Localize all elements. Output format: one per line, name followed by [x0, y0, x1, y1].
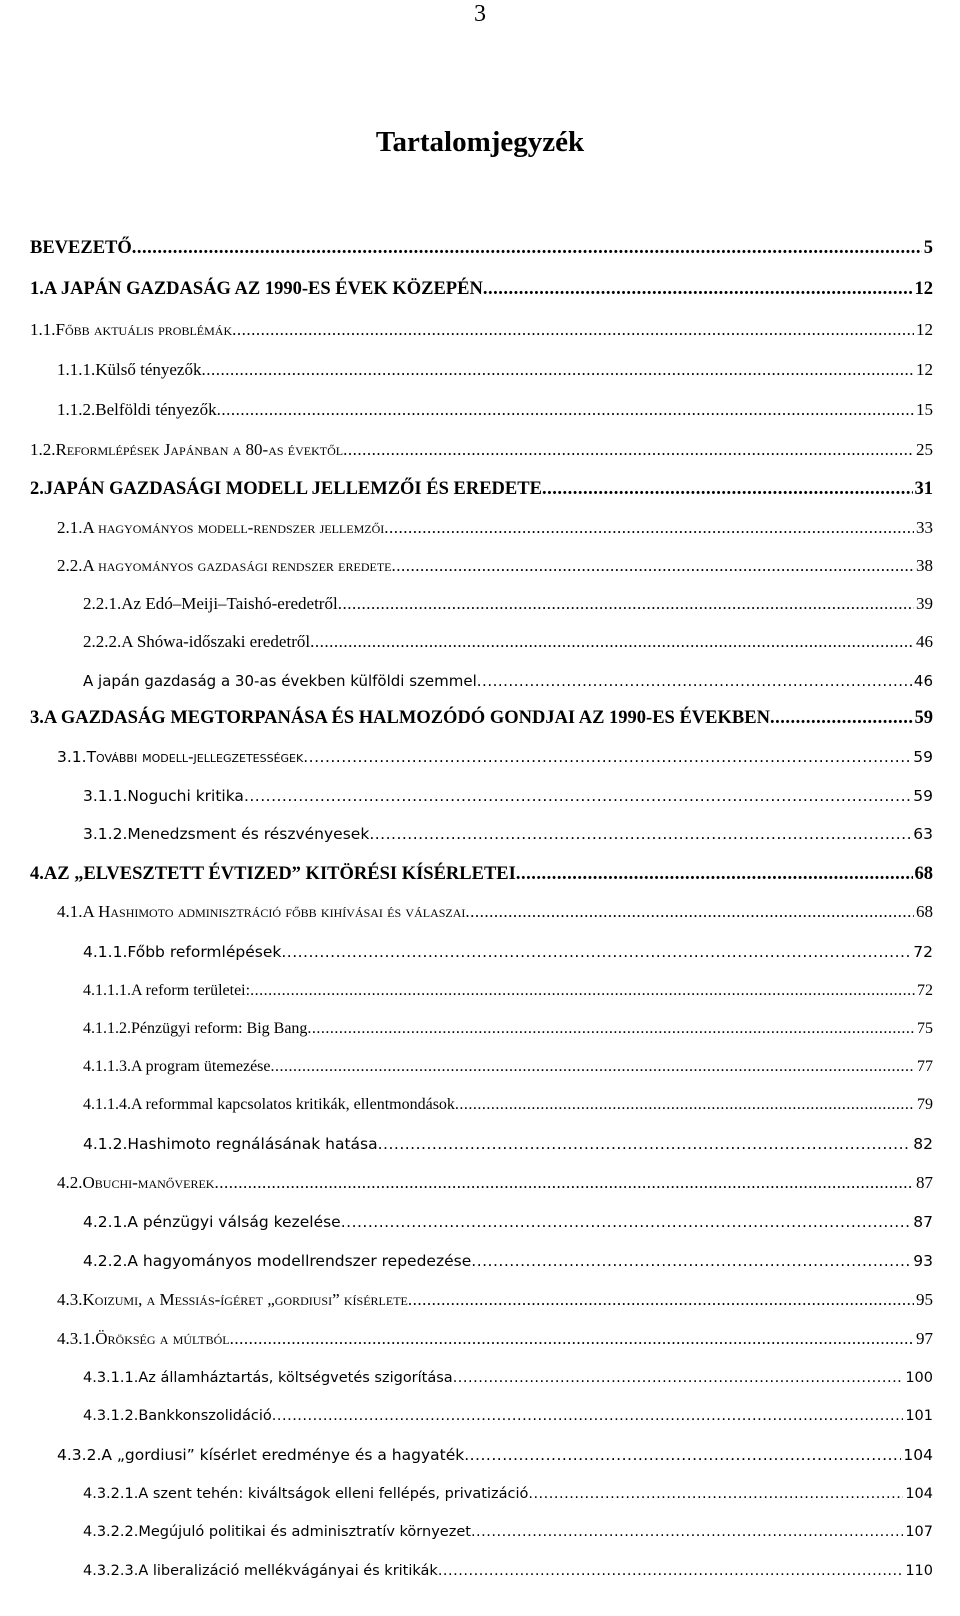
toc-entry[interactable] [83, 784, 933, 808]
toc-entry[interactable] [57, 1327, 933, 1351]
toc-entry-label: Noguchi kritika [127, 787, 244, 805]
toc-leader-dots [455, 1093, 915, 1117]
toc-leader-dots [453, 1366, 904, 1390]
toc-leader-dots [464, 1443, 901, 1467]
toc-entry-page: 59 [913, 748, 933, 766]
toc-entry[interactable] [57, 398, 933, 422]
toc-entry-label: Főbb reformlépések [127, 943, 282, 961]
toc-entry-label: Belföldi tényezők [95, 400, 217, 419]
toc-entry-label: Az államháztartás, költségvetés szigorítása [138, 1370, 453, 1386]
toc-entry-label: A hagyományos modell-rendszer jellemzői [82, 518, 385, 537]
toc-leader-dots [542, 477, 913, 501]
toc-entry-number: 2.1. [57, 518, 83, 537]
toc-entry-label: További modell-jellegzetességek [86, 748, 304, 766]
toc-entry-label: A GAZDASÁG MEGTORPANÁSA ÉS HALMOZÓDÓ GONDJAI AZ 1990-ES ÉVEKBEN [43, 708, 770, 728]
toc-entry-number: 4.3.2.1. [83, 1486, 139, 1502]
toc-entry[interactable] [83, 669, 933, 693]
toc-entry-page: 5 [923, 238, 933, 258]
toc-leader-dots [201, 358, 914, 382]
toc-entry[interactable] [57, 1288, 933, 1312]
toc-entry-page: 77 [917, 1058, 933, 1075]
toc-entry[interactable] [83, 1017, 933, 1041]
toc-leader-dots [384, 516, 914, 540]
toc-entry-label: AZ „ELVESZTETT ÉVTIZED” KITÖRÉSI KÍSÉRLETEI [43, 864, 516, 884]
toc-entry[interactable] [57, 745, 933, 769]
toc-entry-label: A hagyományos modellrendszer repedezése [127, 1252, 472, 1270]
toc-leader-dots [516, 862, 913, 886]
toc-entry-number: 4. [30, 864, 44, 884]
toc-leader-dots [477, 669, 912, 693]
toc-entry-page: 63 [913, 825, 933, 843]
toc-leader-dots [132, 236, 922, 260]
toc-entry-number: 2.2.1. [83, 594, 122, 613]
toc-entry-label: A program ütemezése [131, 1058, 271, 1075]
toc-entry-page: 33 [916, 518, 933, 537]
toc-entry-label: A Hashimoto adminisztráció főbb kihívásai és válaszai [82, 902, 466, 921]
toc-entry-page: 12 [916, 360, 933, 379]
toc-entry-number: 3.1.1. [83, 787, 128, 805]
toc-entry-number: 1.1. [30, 320, 56, 339]
toc-entry-page: 72 [913, 943, 933, 961]
toc-leader-dots [271, 1055, 916, 1079]
toc-entry-number: 3.1. [57, 748, 87, 766]
toc-entry[interactable] [83, 1132, 933, 1156]
toc-entry-number: 4.3.1.1. [83, 1370, 139, 1386]
toc-entry-page: 100 [905, 1370, 933, 1386]
toc-leader-dots [483, 277, 913, 301]
toc-entry-number: 4.2.1. [83, 1213, 128, 1231]
toc-entry-page: 15 [916, 400, 933, 419]
toc-entry-number: 3. [30, 708, 44, 728]
toc-entry[interactable] [57, 554, 933, 578]
toc-leader-dots [471, 1249, 911, 1273]
toc-entry-number: 1.1.2. [57, 400, 96, 419]
toc-entry-label: A Shówa-időszaki eredetről [121, 632, 311, 651]
toc-entry-label: Obuchi-manőverek [82, 1173, 215, 1192]
toc-leader-dots [217, 398, 914, 422]
toc-entry-number: 4.2. [57, 1173, 83, 1192]
toc-leader-dots [438, 1559, 903, 1583]
toc-entry-label: Örökség a múltból [95, 1329, 230, 1348]
toc-entry-number: 2.2. [57, 556, 83, 575]
toc-entry-label: Főbb aktuális problémák [55, 320, 233, 339]
toc-entry-number: 2. [30, 479, 44, 499]
toc-entry[interactable] [30, 236, 933, 260]
toc-entry-page: 101 [905, 1408, 933, 1424]
toc-leader-dots [310, 630, 914, 654]
toc-leader-dots [214, 1171, 914, 1195]
toc-entry[interactable] [83, 592, 933, 616]
toc-entry[interactable] [83, 1249, 933, 1273]
toc-entry-page: 97 [916, 1329, 933, 1348]
toc-entry-label: JAPÁN GAZDASÁGI MODELL JELLEMZŐI ÉS EREDETE [43, 479, 542, 499]
toc-leader-dots [341, 1210, 912, 1234]
toc-entry-number: 4.1. [57, 902, 83, 921]
toc-entry-page: 104 [905, 1486, 933, 1502]
toc-entry-page: 72 [917, 982, 933, 999]
toc-entry-number: 4.3.2.3. [83, 1563, 139, 1579]
toc-entry-page: 12 [914, 279, 933, 299]
toc-entry-page: 12 [916, 320, 933, 339]
toc-entry-number: 4.2.2. [83, 1252, 128, 1270]
toc-entry-number: 2.2.2. [83, 632, 122, 651]
toc-entry[interactable] [83, 1366, 933, 1390]
toc-entry-number: 4.1.1.4. [83, 1096, 131, 1113]
toc-entry[interactable] [30, 277, 933, 301]
toc-leader-dots [230, 1327, 914, 1351]
toc-entry[interactable] [57, 1443, 933, 1467]
toc-leader-dots [307, 1017, 915, 1041]
toc-entry[interactable] [57, 516, 933, 540]
toc-entry[interactable] [83, 1093, 933, 1117]
toc-entry-label: BEVEZETŐ [30, 238, 132, 258]
toc-entry[interactable] [83, 1520, 933, 1544]
toc-entry-number: 4.3.2. [57, 1446, 102, 1464]
toc-entry-label: A „gordiusi” kísérlet eredménye és a hagyaték [101, 1446, 465, 1464]
toc-entry-label: A JAPÁN GAZDASÁG AZ 1990-ES ÉVEK KÖZEPÉN [43, 279, 483, 299]
toc-entry[interactable] [83, 1482, 933, 1506]
toc-entry[interactable] [30, 318, 933, 342]
toc-entry-page: 38 [916, 556, 933, 575]
toc-entry-label: Reformlépések Japánban a 80-as évektől [55, 440, 344, 459]
toc-entry-page: 87 [916, 1173, 933, 1192]
toc-entry[interactable] [83, 1210, 933, 1234]
toc-entry-page: 110 [905, 1563, 933, 1579]
toc-entry-page: 25 [916, 440, 933, 459]
toc-entry-page: 82 [913, 1135, 933, 1153]
toc-leader-dots [408, 1288, 914, 1312]
toc-entry-number: 4.3.1.2. [83, 1408, 139, 1424]
toc-entry-page: 59 [913, 787, 933, 805]
toc-entry-number: 4.1.1.2. [83, 1020, 131, 1037]
toc-entry-number: 4.3. [57, 1290, 83, 1309]
toc-entry-label: A pénzügyi válság kezelése [127, 1213, 341, 1231]
toc-entry-label: A japán gazdaság a 30-as években külföldi szemmel [83, 672, 477, 690]
toc-entry-page: 39 [916, 594, 933, 613]
toc-entry[interactable] [83, 979, 933, 1003]
toc-leader-dots [378, 1132, 912, 1156]
toc-entry[interactable] [83, 940, 933, 964]
page-number: 3 [474, 1, 486, 27]
toc-entry-label: Külső tényezők [95, 360, 202, 379]
toc-entry[interactable] [83, 630, 933, 654]
toc-entry-page: 107 [905, 1524, 933, 1540]
toc-entry-number: 4.1.1. [83, 943, 128, 961]
toc-entry-label: A szent tehén: kiváltságok elleni fellépés, privatizáció [138, 1486, 529, 1502]
toc-entry-page: 93 [913, 1252, 933, 1270]
toc-entry[interactable] [30, 477, 933, 501]
toc-entry-number: 4.1.1.1. [83, 982, 131, 999]
toc-leader-dots [232, 318, 914, 342]
toc-entry[interactable] [83, 1559, 933, 1583]
toc-entry-page: 68 [914, 864, 933, 884]
toc-leader-dots [303, 745, 911, 769]
toc-entry-page: 46 [913, 672, 933, 690]
toc-leader-dots [770, 706, 913, 730]
toc-leader-dots [343, 438, 914, 462]
toc-entry-label: A reform területei: [131, 982, 251, 999]
toc-entry-label: Megújuló politikai és adminisztratív környezet [138, 1524, 471, 1540]
toc-entry-number: 4.1.2. [83, 1135, 128, 1153]
toc-entry-number: 1. [30, 279, 44, 299]
toc-entry[interactable] [57, 358, 933, 382]
toc-entry-number: 4.1.1.3. [83, 1058, 131, 1075]
toc-leader-dots [528, 1482, 903, 1506]
page-title: Tartalomjegyzék [375, 126, 585, 158]
toc-entry[interactable] [30, 862, 933, 886]
toc-entry-page: 79 [917, 1096, 933, 1113]
toc-entry-number: 4.3.1. [57, 1329, 96, 1348]
toc-entry-page: 104 [903, 1446, 933, 1464]
toc-entry-label: Az Edó–Meiji–Taishó-eredetről [121, 594, 338, 613]
toc-entry[interactable] [30, 438, 933, 462]
toc-entry[interactable] [57, 900, 933, 924]
toc-entry[interactable] [83, 1055, 933, 1079]
toc-entry-label: Hashimoto regnálásának hatása [127, 1135, 378, 1153]
toc-entry-number: 3.1.2. [83, 825, 128, 843]
toc-entry[interactable] [57, 1171, 933, 1195]
toc-entry[interactable] [83, 1404, 933, 1428]
toc-entry[interactable] [30, 706, 933, 730]
toc-leader-dots [471, 1520, 903, 1544]
toc-leader-dots [250, 979, 915, 1003]
toc-entry-number: 1.2. [30, 440, 56, 459]
toc-entry-page: 68 [916, 902, 933, 921]
toc-leader-dots [369, 822, 911, 846]
toc-leader-dots [281, 940, 911, 964]
toc-entry-page: 59 [914, 708, 933, 728]
toc-entry-label: A liberalizáció mellékvágányai és kritikák [138, 1563, 438, 1579]
toc-entry-label: Pénzügyi reform: Big Bang [131, 1020, 308, 1037]
toc-entry-page: 46 [916, 632, 933, 651]
toc-leader-dots [465, 900, 914, 924]
toc-entry-page: 87 [913, 1213, 933, 1231]
toc-entry-label: A hagyományos gazdasági rendszer eredete [82, 556, 392, 575]
toc-entry-number: 1.1.1. [57, 360, 96, 379]
toc-entry-number: 4.3.2.2. [83, 1524, 139, 1540]
toc-entry-label: Koizumi, a Messiás-ígéret „gordiusi” kísérlete [82, 1290, 408, 1309]
toc-entry-label: Menedzsment és részvényesek [127, 825, 370, 843]
toc-entry-label: A reformmal kapcsolatos kritikák, ellentmondások [131, 1096, 455, 1113]
toc-leader-dots [244, 784, 911, 808]
toc-entry-page: 31 [914, 479, 933, 499]
toc-entry[interactable] [83, 822, 933, 846]
toc-leader-dots [338, 592, 914, 616]
toc-entry-page: 75 [917, 1020, 933, 1037]
toc-leader-dots [272, 1404, 904, 1428]
toc-entry-label: Bankkonszolidáció [138, 1408, 272, 1424]
toc-entry-page: 95 [916, 1290, 933, 1309]
toc-leader-dots [392, 554, 915, 578]
